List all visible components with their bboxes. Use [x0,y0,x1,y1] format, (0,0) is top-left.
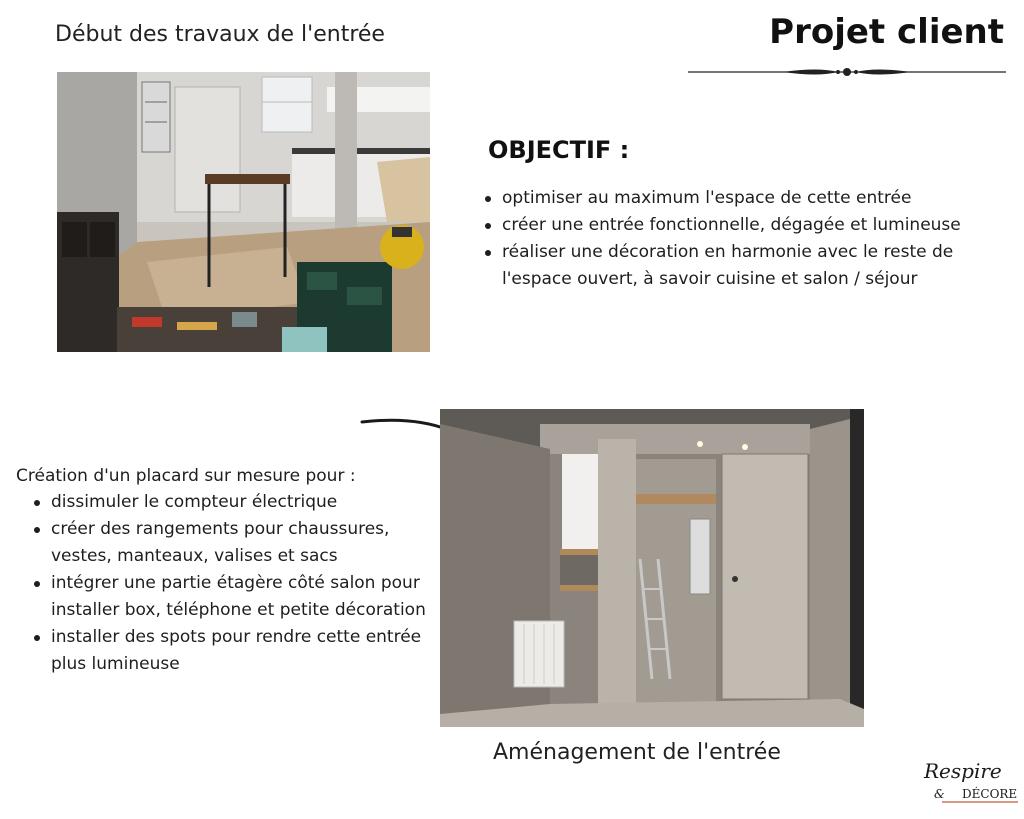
list-item: dissimuler le compteur électrique [29,489,429,516]
placard-intro: Création d'un placard sur mesure pour : [16,466,356,486]
after-photo-caption: Aménagement de l'entrée [493,740,781,765]
objective-heading: OBJECTIF : [488,136,630,164]
objective-list [480,185,980,293]
list-item: optimiser au maximum l'espace de cette entrée [480,185,980,212]
logo-line1: Respire [924,759,1002,783]
list-item: créer des rangements pour chaussures, vestes, manteaux, valises et sacs [29,516,429,570]
after-works-photo [440,409,864,727]
before-photo-caption: Début des travaux de l'entrée [55,22,385,47]
ornamental-divider [688,64,1006,80]
brand-logo [920,752,1020,814]
placard-list [29,489,429,678]
list-item: installer des spots pour rendre cette entrée plus lumineuse [29,624,429,678]
before-works-photo [57,72,430,352]
logo-amp: & [934,787,945,801]
logo-line2: DÉCORE [962,787,1018,801]
list-item: réaliser une décoration en harmonie avec le reste de l'espace ouvert, à savoir cuisine et salon / séjour [480,239,980,293]
list-item: créer une entrée fonctionnelle, dégagée et lumineuse [480,212,980,239]
page-title: Projet client [769,12,1004,52]
list-item: intégrer une partie étagère côté salon pour installer box, téléphone et petite décoration [29,570,429,624]
